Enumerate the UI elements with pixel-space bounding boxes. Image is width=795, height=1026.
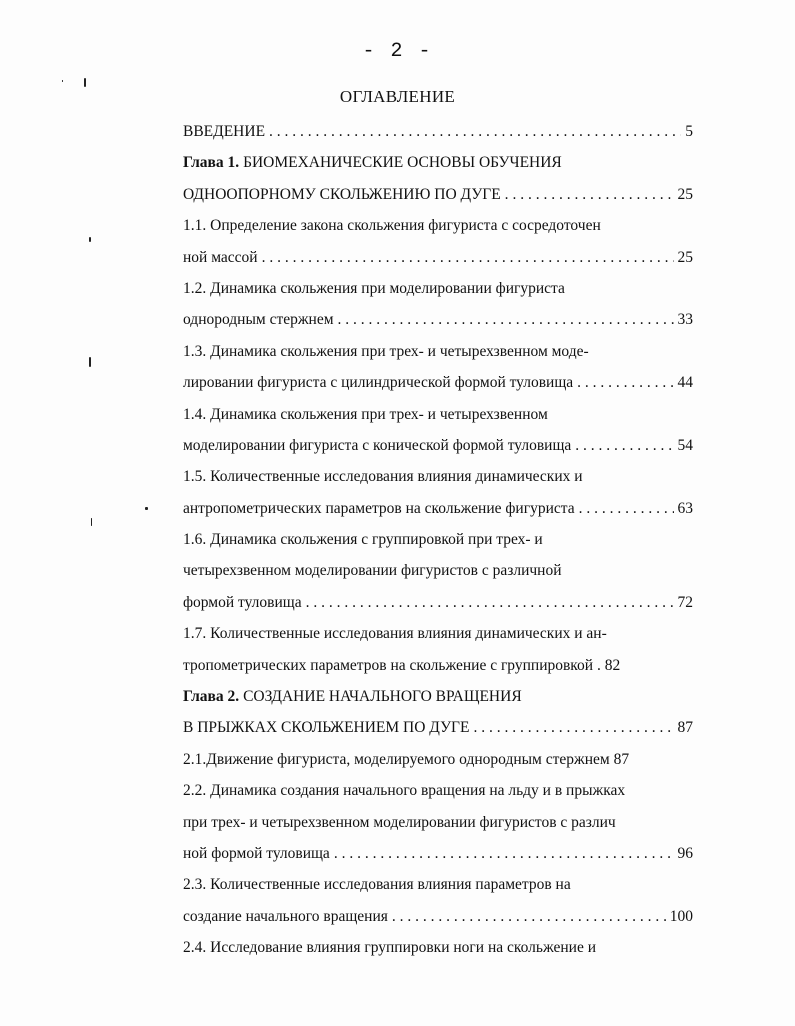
toc-entry-text: 1.6. Динамика скольжения с группировкой при трех- и (183, 531, 543, 549)
toc-entry-text: 1.3. Динамика скольжения при трех- и четырехзвенном моде- (183, 342, 589, 360)
leader-dots (334, 838, 674, 869)
toc-entry-page: 33 (677, 311, 693, 329)
toc-entry (183, 587, 693, 618)
toc-entry-text: В ПРЫЖКАХ СКОЛЬЖЕНИЕМ ПО ДУГЕ (183, 719, 470, 737)
toc-entry-text: 2.3. Количественные исследования влияния параметров на (183, 876, 571, 894)
toc-entry-page: 25 (677, 185, 693, 203)
toc-entry-text: формой туловища (183, 593, 302, 611)
toc-entry-text: ной массой (183, 248, 258, 266)
toc-entry-text: четырехзвенном моделировании фигуристов с различной (183, 562, 562, 580)
toc-entry (183, 712, 693, 743)
leader-dots (338, 304, 674, 335)
toc-entry-page: 87 (677, 719, 693, 737)
toc-entry (183, 775, 693, 806)
scan-speck (145, 507, 148, 510)
scan-speck (89, 357, 91, 367)
toc-entry (183, 555, 693, 586)
toc-entry (183, 838, 693, 869)
leader-dots (512, 179, 673, 210)
toc-entry (183, 210, 693, 241)
toc-entry-page: 54 (677, 436, 693, 454)
toc-entry (183, 807, 693, 838)
scan-speck (89, 237, 91, 242)
toc-entry (183, 744, 693, 775)
toc-entry-text: 1.1. Определение закона скольжения фигуриста с сосредоточен (183, 217, 601, 235)
toc-entry-page: 25 (677, 248, 693, 266)
toc-entry-text: 2.2. Динамика создания начального вращения на льду и в прыжках (183, 782, 626, 800)
scan-speck (62, 80, 63, 82)
chapter-label: Глава 1. (183, 154, 240, 172)
toc-entry (183, 399, 693, 430)
toc-entry-text: 1.5. Количественные исследования влияния динамических и (183, 468, 583, 486)
toc-entry (183, 367, 693, 398)
toc-chapter-heading (183, 147, 693, 178)
toc-entry-page: 63 (677, 499, 693, 517)
toc-entry-page: 96 (677, 844, 693, 862)
leader-dots (392, 901, 666, 932)
toc-entry-text: 2.1.Движение фигуриста, моделируемого однородным стержнем 87 (183, 750, 630, 768)
page-number: - 2 - (362, 40, 433, 63)
leader-dots (269, 116, 681, 147)
toc-chapter-heading (183, 681, 693, 712)
toc-entry (183, 430, 693, 461)
toc-entry (183, 618, 693, 649)
toc-entry-text: ВВЕДЕНИЕ (183, 123, 266, 140)
toc-entry-text: моделировании фигуриста с конической формой туловища (183, 436, 572, 454)
leader-dots (473, 712, 673, 743)
toc-entry-page: 72 (677, 593, 693, 611)
toc-entry (183, 901, 693, 932)
toc-entry-text: антропометрических параметров на скольжение фигуриста (183, 499, 575, 517)
toc-entry-text: 1.4. Динамика скольжения при трех- и четырехзвенном (183, 405, 548, 423)
toc-entry (183, 650, 693, 681)
scan-speck (91, 518, 92, 526)
toc-entry-text: тропометрических параметров на скольжение с группировкой . 82 (183, 656, 621, 674)
toc-entry-text: 2.4. Исследование влияния группировки ноги на скольжение и (183, 939, 597, 957)
toc-entry-text: при трех- и четырехзвенном моделировании фигуристов с различ (183, 813, 616, 831)
leader-dots (579, 493, 674, 524)
chapter-title: СОЗДАНИЕ НАЧАЛЬНОГО ВРАЩЕНИЯ (239, 688, 522, 706)
toc-entry (183, 336, 693, 367)
leader-dots (577, 367, 673, 398)
leader-dots (575, 430, 673, 461)
toc-entry-page: 44 (677, 374, 693, 392)
toc-entry (183, 116, 693, 147)
toc-entry-text: создание начального вращения (183, 907, 388, 925)
table-of-contents (183, 116, 693, 964)
leader-dots (306, 587, 674, 618)
chapter-title: БИОМЕХАНИЧЕСКИЕ ОСНОВЫ ОБУЧЕНИЯ (239, 154, 562, 172)
toc-entry (183, 179, 693, 210)
toc-entry (183, 524, 693, 555)
toc-entry (183, 869, 693, 900)
toc-entry (183, 493, 693, 524)
scan-speck (84, 78, 86, 87)
toc-entry-page: 100 (669, 907, 693, 925)
toc-entry (183, 273, 693, 304)
toc-entry-page: 5 (685, 123, 693, 140)
toc-entry (183, 932, 693, 963)
toc-entry (183, 461, 693, 492)
chapter-label: Глава 2. (183, 688, 240, 706)
toc-entry-text: 1.2. Динамика скольжения при моделировании фигуриста (183, 279, 565, 297)
toc-entry-text: 1.7. Количественные исследования влияния динамических и ан- (183, 625, 607, 643)
toc-entry-text: лировании фигуриста с цилиндрической формой туловища (183, 374, 574, 392)
toc-entry (183, 304, 693, 335)
toc-entry-text: ОДНООПОРНОМУ СКОЛЬЖЕНИЮ ПО ДУГЕ . (183, 185, 509, 203)
toc-title: ОГЛАВЛЕНИЕ (339, 87, 456, 106)
toc-entry (183, 242, 693, 273)
toc-entry-text: ной формой туловища (183, 844, 330, 862)
toc-entry-text: однородным стержнем (183, 311, 334, 329)
leader-dots (262, 242, 674, 273)
